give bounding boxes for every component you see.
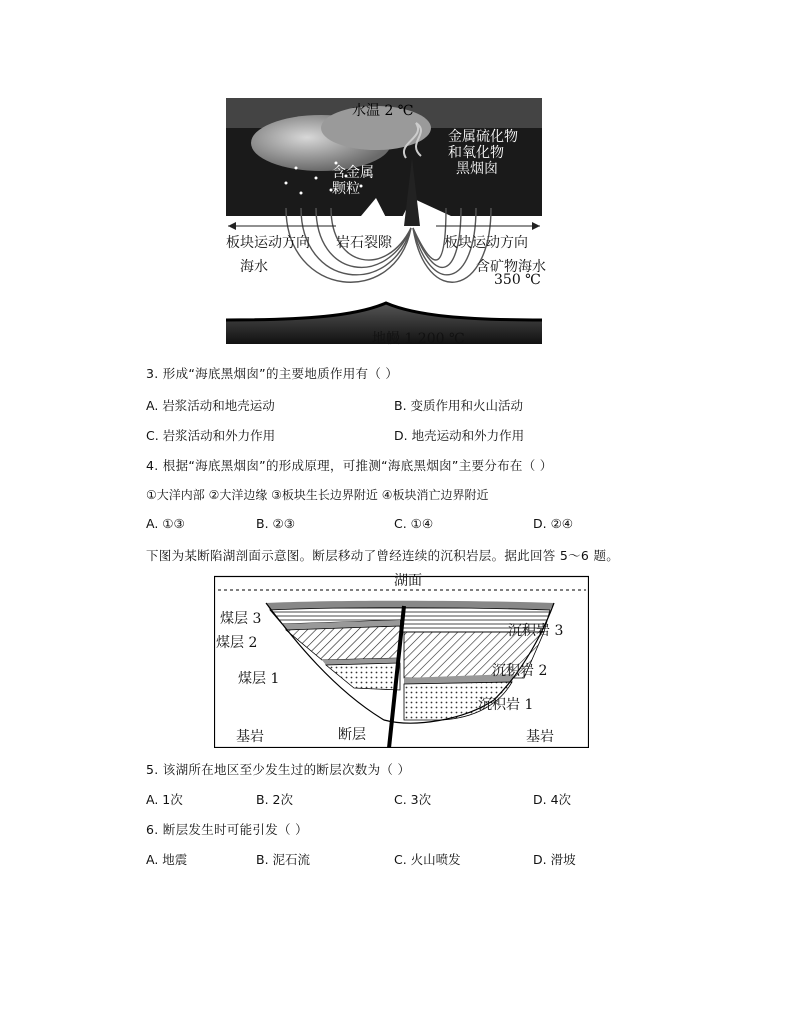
label-fault: 断层 [338, 727, 366, 743]
intro-text: 下图为某断陷湖剖面示意图。断层移动了曾经连续的沉积岩层。据此回答 5～6 题。 [146, 548, 620, 563]
label-sed-3: 沉积岩 3 [508, 623, 564, 639]
q3-option-a[interactable]: A. 岩浆活动和地壳运动 [146, 398, 275, 413]
label-seawater: 海水 [240, 259, 268, 275]
label-mineral-water: 含矿物海水 [476, 259, 546, 275]
label-temp-350: 350 ℃ [494, 272, 541, 288]
label-coal-1: 煤层 1 [238, 671, 280, 687]
label-coal-2: 煤层 2 [216, 635, 258, 651]
label-water-temp: 水温 2 ℃ [352, 103, 414, 119]
q6-option-d[interactable]: D. 滑坡 [533, 852, 576, 867]
label-metal-particles-1: 含金属 [332, 165, 374, 181]
q3-option-c[interactable]: C. 岩浆活动和外力作用 [146, 428, 276, 443]
q4-option-b[interactable]: B. ②③ [256, 516, 295, 531]
label-bedrock-left: 基岩 [236, 729, 264, 745]
figure-black-smoker [226, 98, 546, 347]
figure-fault-lake [214, 570, 589, 748]
label-plate-left: 板块运动方向 [226, 235, 310, 251]
q5-option-a[interactable]: A. 1次 [146, 792, 183, 807]
label-lake-surface: 湖面 [394, 573, 422, 589]
label-coal-3: 煤层 3 [220, 611, 262, 627]
label-metal-sulfide-1: 金属硫化物 [448, 129, 518, 145]
fault-lake-diagram [214, 570, 589, 748]
label-bedrock-right: 基岩 [526, 729, 554, 745]
q4-choices: ①大洋内部 ②大洋边缘 ③板块生长边界附近 ④板块消亡边界附近 [146, 488, 489, 502]
q6-option-a[interactable]: A. 地震 [146, 852, 188, 867]
label-metal-sulfide-3: 黑烟囱 [456, 161, 498, 177]
label-mantle: 地幔 1 200 ℃ [372, 331, 465, 347]
q4-option-a[interactable]: A. ①③ [146, 516, 185, 531]
question-5-stem: 5. 该湖所在地区至少发生过的断层次数为（ ） [146, 762, 411, 777]
q3-option-b[interactable]: B. 变质作用和火山活动 [394, 398, 524, 413]
q3-option-d[interactable]: D. 地壳运动和外力作用 [394, 428, 525, 443]
question-6-stem: 6. 断层发生时可能引发（ ） [146, 822, 308, 837]
label-metal-sulfide-2: 和氧化物 [448, 145, 504, 161]
q4-option-d[interactable]: D. ②④ [533, 516, 573, 531]
q5-option-d[interactable]: D. 4次 [533, 792, 572, 807]
q5-option-b[interactable]: B. 2次 [256, 792, 293, 807]
question-4-stem: 4. 根据“海底黑烟囱”的形成原理，可推测“海底黑烟囱”主要分布在（ ） [146, 458, 553, 473]
q5-option-c[interactable]: C. 3次 [394, 792, 432, 807]
q4-option-c[interactable]: C. ①④ [394, 516, 434, 531]
q6-option-b[interactable]: B. 泥石流 [256, 852, 311, 867]
q6-option-c[interactable]: C. 火山喷发 [394, 852, 461, 867]
question-3-stem: 3. 形成“海底黑烟囱”的主要地质作用有（ ） [146, 366, 399, 381]
label-rock-crack: 岩石裂隙 [336, 235, 392, 251]
label-sed-1: 沉积岩 1 [478, 697, 534, 713]
label-metal-particles-2: 颗粒 [332, 181, 360, 197]
label-plate-right: 板块运动方向 [444, 235, 528, 251]
label-sed-2: 沉积岩 2 [492, 663, 548, 679]
